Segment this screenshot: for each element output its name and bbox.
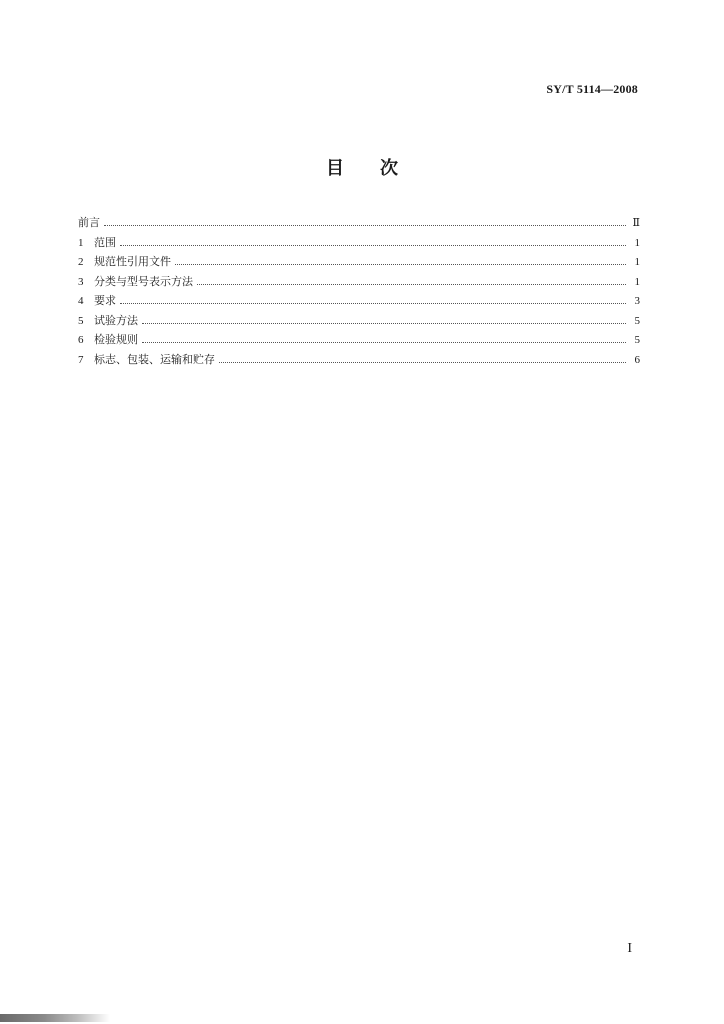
toc-entry[interactable] (78, 350, 640, 370)
toc-leader-dots (120, 303, 626, 304)
toc-entry-page: 1 (634, 256, 640, 268)
standard-number: SY/T 5114—2008 (546, 82, 638, 96)
page-number: I (627, 941, 632, 956)
toc-entry-title: 要求 (94, 294, 116, 307)
toc-leader-dots (120, 245, 626, 246)
toc-entry-number: 7 (78, 353, 84, 366)
toc-leader-dots (219, 362, 626, 363)
toc-entry-number: 6 (78, 334, 84, 346)
toc-entry-number: 5 (78, 314, 84, 327)
toc-leader-dots (142, 342, 626, 343)
toc-entry[interactable] (78, 233, 640, 253)
toc-leader-dots (197, 284, 626, 285)
toc-entry[interactable] (78, 311, 640, 331)
toc-entry-page: Ⅱ (632, 217, 640, 229)
toc-leader-dots (175, 264, 626, 265)
toc-entry-number: 3 (78, 275, 84, 288)
toc-entry-page: 5 (634, 334, 640, 346)
toc-entry-page: 3 (634, 295, 640, 307)
toc-entry[interactable] (78, 252, 640, 272)
toc-entry[interactable] (78, 330, 640, 350)
toc-entry-title: 分类与型号表示方法 (94, 274, 193, 288)
toc-entry-page: 1 (634, 275, 640, 288)
toc-leader-dots (104, 225, 626, 226)
toc-entry-page: 5 (634, 314, 640, 327)
toc-entry[interactable] (78, 291, 640, 311)
toc-entry-page: 1 (634, 236, 640, 249)
toc-entry-title: 规范性引用文件 (94, 255, 171, 268)
toc-leader-dots (142, 323, 626, 324)
toc-entry-title: 前言 (78, 216, 100, 229)
toc-entry[interactable] (78, 213, 640, 233)
toc-entry-page: 6 (634, 353, 640, 366)
toc-entry-title: 标志、包装、运输和贮存 (94, 352, 215, 366)
toc-entry-number: 4 (78, 295, 84, 307)
table-of-contents (78, 213, 640, 369)
toc-entry-number: 2 (78, 256, 84, 268)
toc-entry-title: 试验方法 (94, 313, 138, 327)
toc-entry-title: 检验规则 (94, 333, 138, 346)
toc-entry-title: 范围 (94, 235, 116, 249)
toc-entry[interactable] (78, 272, 640, 292)
page-title: 目次 (326, 158, 434, 179)
toc-entry-number: 1 (78, 236, 84, 249)
scan-artifact (0, 1014, 110, 1022)
